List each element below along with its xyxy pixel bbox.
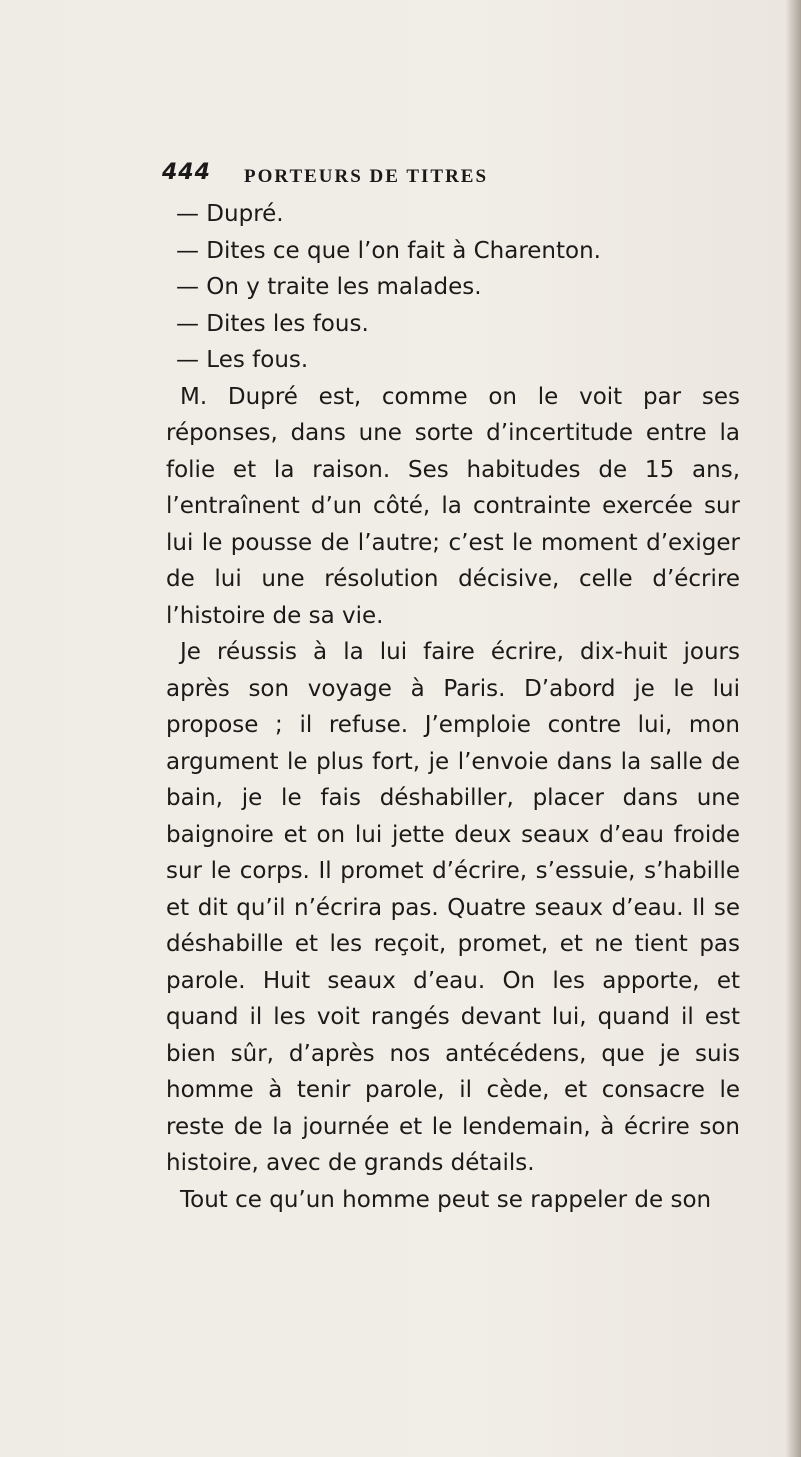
dialogue-line: — Dupré. [176, 201, 284, 227]
page-number: 444 [162, 160, 211, 185]
running-title: PORTEURS DE TITRES [244, 166, 489, 187]
paragraph: M. Dupré est, comme on le voit par ses réponses, dans une sorte d’incertitude entre la folie et la raison. Ses habitudes de 15 ans, l’entraînent d’un côté, la contrainte exercée sur lui le pousse de l’autre; c’est le moment d’exiger de lui une résolution décisive, celle d’écrire l’histoire de sa vie. [166, 383, 740, 629]
paragraph: Je réussis à la lui faire écrire, dix-huit jours après son voyage à Paris. D’abord je le lui propose ; il refuse. J’emploie contre lui, mon argument le plus fort, je l’envoie dans la salle de bain, je le fais déshabiller, placer dans une baignoire et on lui jette deux seaux d’eau froide sur le corps. Il promet d’écrire, s’essuie, s’habille et dit qu’il n’écrira pas. Quatre seaux d’eau. Il se déshabille et les reçoit, promet, et ne tient pas parole. Huit seaux d’eau. On les apporte, et quand il les voit rangés devant lui, quand il est bien sûr, d’après nos antécédens, que je suis homme à tenir parole, il cède, et consacre le reste de la journée et le lendemain, à écrire son histoire, avec de grands détails. [166, 639, 740, 1176]
page-body [166, 196, 740, 1218]
paragraph: Tout ce qu’un homme peut se rappeler de son [180, 1186, 712, 1213]
dialogue-line: — On y traite les malades. [176, 274, 482, 300]
dialogue-line: — Les fous. [176, 347, 309, 373]
page-header [162, 160, 722, 190]
dialogue-line: — Dites les fous. [176, 310, 369, 337]
dialogue-line: — Dites ce que l’on fait à Charenton. [176, 237, 601, 264]
page-edge-shadow [785, 0, 801, 1457]
